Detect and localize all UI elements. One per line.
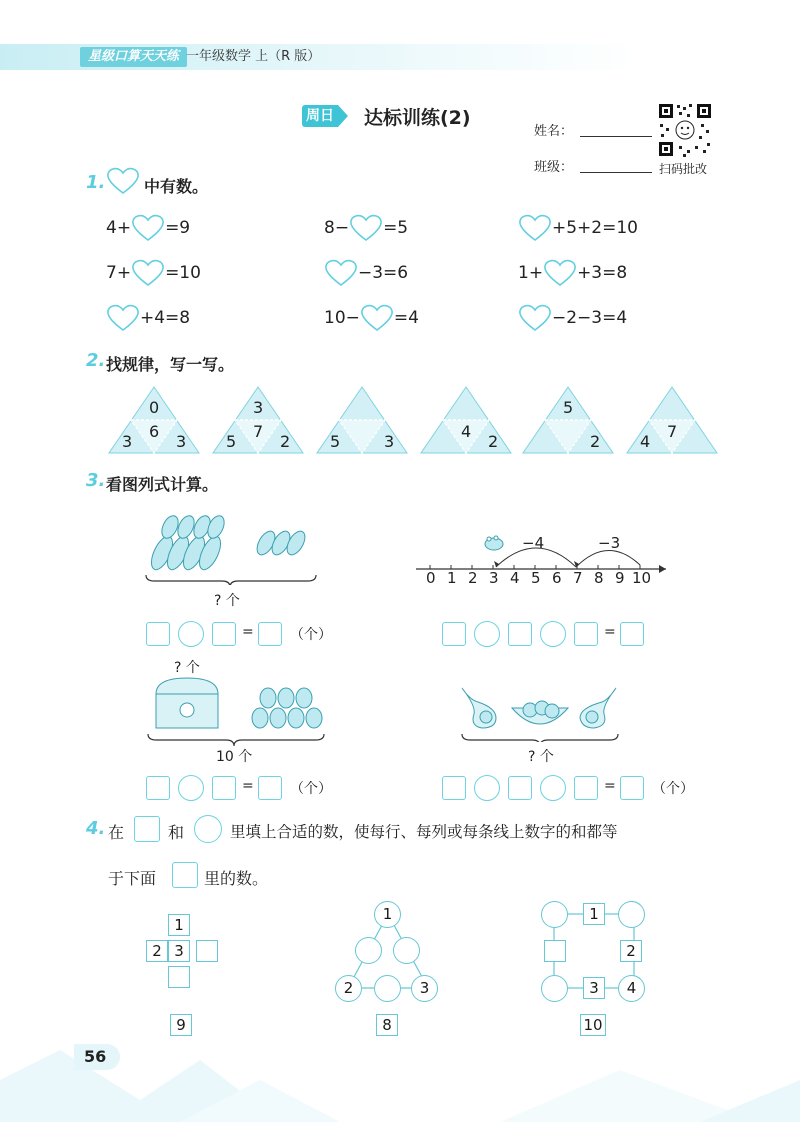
answer-box[interactable] (258, 776, 282, 800)
q2-instruction: 找规律，写一写。 (106, 355, 235, 374)
day-tag-arrow (338, 105, 348, 127)
triangle-right-value: 2 (590, 432, 601, 451)
bowl-icon (512, 701, 568, 724)
triangle-left-value: 3 (122, 432, 133, 451)
q1-heart-icon (106, 167, 140, 195)
square-target-sum: 10 (580, 1014, 606, 1036)
spoon-right-icon (580, 688, 616, 728)
triangle-node-top[interactable]: 1 (374, 901, 401, 928)
answer-heart-icon[interactable] (106, 304, 140, 332)
p4-unknown-label: ? 个 (528, 749, 554, 765)
q2-number: 2. (86, 350, 106, 371)
triangle-node-bottom-right[interactable]: 3 (411, 975, 438, 1002)
square-node-bottom-left[interactable] (541, 975, 568, 1002)
q1-eq-suffix: =4 (393, 308, 419, 328)
q1-eq-prefix: 10− (324, 308, 360, 328)
answer-box[interactable] (212, 622, 236, 646)
q1-eq-suffix: +4=8 (140, 308, 191, 328)
triangle-node-mid-left[interactable] (355, 937, 382, 964)
q4-text-c: 里填上合适的数，使每行、每列或每条线上数字的和都等 (230, 823, 618, 841)
frog-icon (485, 536, 503, 550)
q1-eq-suffix: =10 (165, 263, 201, 283)
q1-eq-prefix: 4+ (106, 218, 132, 238)
q1-number: 1. (86, 172, 106, 193)
triangle-top-value: 3 (253, 398, 264, 417)
q1-eq-suffix: =5 (383, 218, 409, 238)
radish-group-right (253, 528, 308, 558)
number-line-tick-label: 3 (489, 569, 499, 587)
q4-number: 4. (86, 818, 106, 839)
answer-box[interactable] (258, 622, 282, 646)
q1-eq-1-2 (324, 214, 408, 242)
answer-box[interactable] (574, 776, 598, 800)
qr-code-icon[interactable] (657, 102, 713, 158)
triangle-left-value: 5 (330, 432, 341, 451)
triangle-right-value: 2 (488, 432, 499, 451)
square-cell-left-mid[interactable] (544, 940, 566, 962)
class-field[interactable] (580, 172, 652, 173)
triangle-left-value: 5 (226, 432, 237, 451)
q1-eq-prefix: 1+ (518, 263, 544, 283)
number-line-tick-label: 6 (552, 569, 562, 587)
cross-cell-left[interactable]: 2 (146, 940, 168, 962)
q4-circle-symbol (194, 815, 222, 843)
triangle-mid-value: 6 (149, 422, 160, 441)
triangle-right-value: 3 (384, 432, 395, 451)
name-label: 姓名： (534, 124, 574, 139)
name-field[interactable] (580, 136, 652, 137)
q4-text-e: 里的数。 (204, 869, 269, 888)
cross-cell-center[interactable]: 3 (168, 940, 190, 962)
unit-label: （个） (290, 781, 332, 797)
series-tag: 星级口算天天练 (80, 47, 187, 67)
answer-box[interactable] (442, 776, 466, 800)
answer-circle[interactable] (178, 775, 204, 801)
q1-eq-1-1 (106, 214, 190, 242)
q1-eq-2-3 (518, 259, 627, 287)
number-line-tick-label: 9 (615, 569, 625, 587)
square-node-top-right[interactable] (618, 901, 645, 928)
book-subtitle: 一年级数学 上（R 版） (186, 49, 321, 64)
q3-number: 3. (86, 470, 106, 491)
answer-heart-icon[interactable] (131, 214, 165, 242)
eggs-icon (252, 688, 322, 728)
q1-eq-3-2 (324, 304, 419, 332)
footer-decoration (0, 1040, 800, 1122)
square-node-bottom-right[interactable]: 4 (618, 975, 645, 1002)
answer-heart-icon[interactable] (360, 304, 394, 332)
radishes-picture (140, 505, 320, 585)
q1-eq-3-3 (518, 304, 627, 332)
q4-box-symbol (134, 816, 160, 842)
square-cell-right-mid[interactable]: 2 (620, 940, 642, 962)
cross-cell-right[interactable] (196, 940, 218, 962)
triangle-node-bottom-left[interactable]: 2 (335, 975, 362, 1002)
q1-eq-suffix: +3=8 (577, 263, 628, 283)
number-line-tick-label: 2 (468, 569, 478, 587)
number-line-tick-label: 7 (573, 569, 583, 587)
day-tag: 周日 (302, 105, 338, 127)
answer-box[interactable] (508, 776, 532, 800)
p3-total-label: 10 个 (216, 749, 253, 765)
answer-box[interactable] (620, 622, 644, 646)
q1-eq-suffix: −2−3=4 (552, 308, 628, 328)
triangle-left-value: 4 (640, 432, 651, 451)
square-cell-bottom-mid[interactable]: 3 (583, 977, 605, 999)
q1-eq-1-3 (518, 214, 638, 242)
q1-eq-prefix: 8− (324, 218, 350, 238)
answer-box[interactable] (620, 776, 644, 800)
q1-instruction: 中有数。 (144, 177, 209, 196)
class-label: 班级： (534, 160, 574, 175)
number-line-tick-label: 1 (447, 569, 457, 587)
q1-eq-3-1 (106, 304, 190, 332)
q1-eq-2-1 (106, 259, 201, 287)
cross-cell-bottom[interactable] (168, 966, 190, 988)
square-cell-top-mid[interactable]: 1 (583, 903, 605, 925)
triangle-top-value: 0 (149, 398, 160, 417)
q4-answer-box-symbol (172, 862, 198, 888)
answer-heart-icon[interactable] (518, 304, 552, 332)
cross-cell-top[interactable]: 1 (168, 914, 190, 936)
spoon-left-icon (462, 688, 496, 728)
treasure-chest-icon (156, 678, 218, 728)
square-node-top-left[interactable] (541, 901, 568, 928)
answer-circle[interactable] (178, 621, 204, 647)
answer-box[interactable] (574, 622, 598, 646)
q4-text-d: 于下面 (108, 869, 157, 888)
answer-box[interactable] (212, 776, 236, 800)
answer-circle[interactable] (540, 775, 566, 801)
q3-instruction: 看图列式计算。 (106, 475, 219, 494)
q1-eq-suffix: −3=6 (358, 263, 409, 283)
answer-heart-icon[interactable] (518, 214, 552, 242)
number-line-tick-label: 10 (632, 569, 652, 587)
chest-eggs-picture (140, 672, 330, 746)
triangle-target-sum: 8 (376, 1014, 398, 1036)
answer-heart-icon[interactable] (349, 214, 383, 242)
triangle-right-value: 2 (280, 432, 291, 451)
triangle-node-bottom-mid[interactable] (374, 975, 401, 1002)
q1-eq-2-2 (324, 259, 408, 287)
answer-box[interactable] (146, 622, 170, 646)
equals-sign: = (604, 778, 616, 794)
triangle-right-value: 3 (176, 432, 187, 451)
p1-unknown-label: ? 个 (214, 593, 240, 609)
number-line-tick-label: 8 (594, 569, 604, 587)
q1-eq-prefix: 7+ (106, 263, 132, 283)
triangle-top-value: 5 (563, 398, 574, 417)
q1-eq-suffix: =9 (165, 218, 191, 238)
p3-unknown-label: ? 个 (174, 660, 200, 676)
answer-box[interactable] (508, 622, 532, 646)
page-title: 达标训练(2) (364, 107, 471, 129)
answer-box[interactable] (146, 776, 170, 800)
q4-text-b: 和 (168, 823, 185, 842)
triangle-mid-value: 4 (461, 422, 472, 441)
number-line-tick-label: 0 (426, 569, 436, 587)
triangle-node-mid-right[interactable] (393, 937, 420, 964)
number-line-tick-label: 5 (531, 569, 541, 587)
triangle-mid-value: 7 (253, 422, 264, 441)
pattern-triangle (522, 386, 614, 454)
unit-label: （个） (652, 781, 694, 797)
cross-target-sum: 9 (170, 1014, 192, 1036)
answer-heart-icon[interactable] (131, 259, 165, 287)
equals-sign: = (242, 624, 254, 640)
equals-sign: = (604, 624, 616, 640)
answer-box[interactable] (442, 622, 466, 646)
q1-eq-suffix: +5+2=10 (552, 218, 638, 238)
unit-label: （个） (290, 627, 332, 643)
answer-heart-icon[interactable] (543, 259, 577, 287)
answer-circle[interactable] (474, 775, 500, 801)
radish-group-left (147, 513, 227, 573)
q4-text-a: 在 (108, 823, 125, 842)
number-line-tick-label: 4 (510, 569, 520, 587)
jump-label-2: −3 (598, 534, 621, 552)
equals-sign: = (242, 778, 254, 794)
triangle-mid-value: 7 (667, 422, 678, 441)
page-number: 56 (74, 1044, 120, 1070)
answer-heart-icon[interactable] (324, 259, 358, 287)
dumplings-picture (456, 678, 624, 742)
pattern-triangle (420, 386, 512, 454)
jump-label-1: −4 (522, 534, 545, 552)
answer-circle[interactable] (540, 621, 566, 647)
answer-circle[interactable] (474, 621, 500, 647)
qr-caption: 扫码批改 (659, 162, 708, 176)
